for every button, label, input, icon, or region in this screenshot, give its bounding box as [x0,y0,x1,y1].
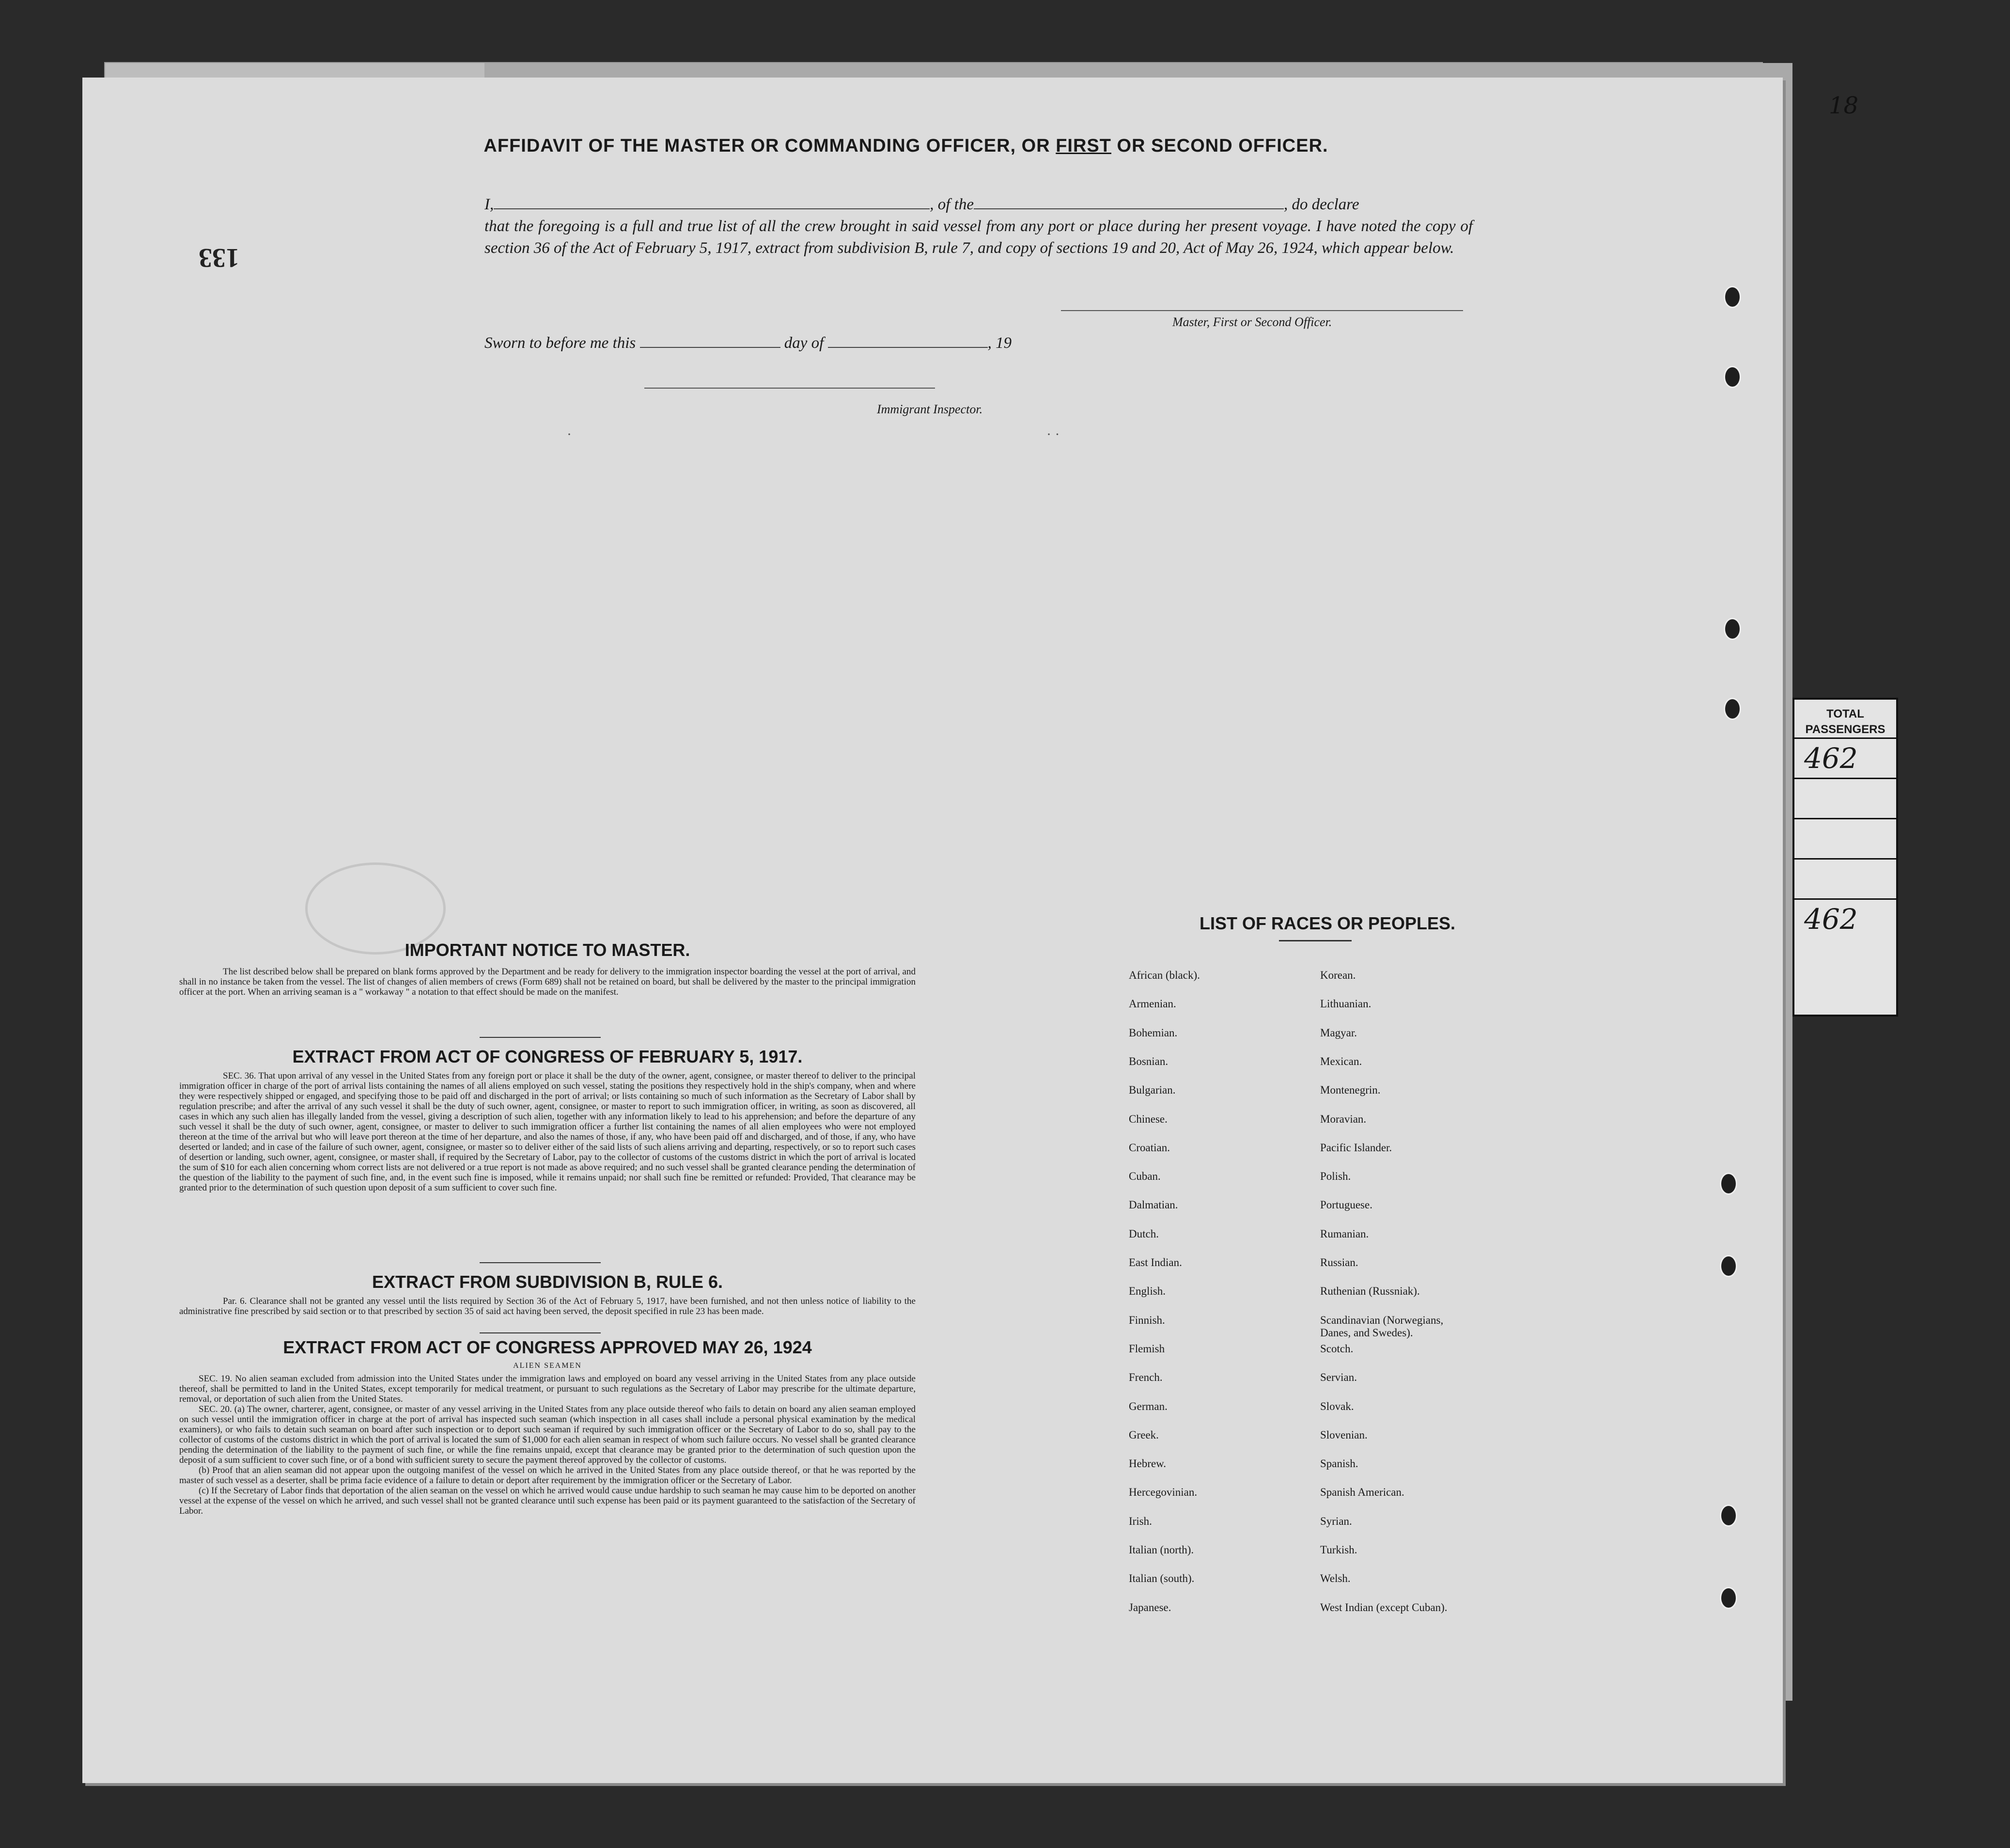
box-cell [1794,818,1896,858]
race-item: Scandinavian (Norwegians, Danes, and Swedes). [1320,1314,1444,1339]
race-item: African (black). [1129,969,1200,981]
race-item: East Indian. [1129,1256,1182,1269]
race-item: Italian (north). [1129,1544,1194,1556]
race-item: Syrian. [1320,1515,1352,1527]
affidavit-title: AFFIDAVIT OF THE MASTER OR COMMANDING OFFICER, OR FIRST OR SECOND OFFICER. [483,136,1328,156]
total-passengers-value: 462 [1794,737,1896,778]
race-item: Slovenian. [1320,1428,1368,1441]
binder-hole [1724,618,1741,640]
race-item: German. [1129,1400,1168,1412]
notice-body: The list described below shall be prepared on blank forms approved by the Department and be ready for delivery to the immigration inspector boarding the vessel at the port of arrival, and shall in no instance be taken from the vessel. The list of changes of alien members of crews (Form 689) shall not be retained on board, but shall be delivered by the master to the principal immigration officer at the port. When an arriving seaman is a " workaway " a notation to that effect should be made on the manifest. [179,967,916,997]
divider [480,1262,601,1263]
ghost-mark: · [567,426,572,442]
race-item: Spanish American. [1320,1486,1404,1499]
total-passengers-header: TOTAL PASSENGERS [1805,707,1885,736]
race-item: Dalmatian. [1129,1199,1178,1211]
box-cell [1794,778,1896,818]
race-item: Polish. [1320,1170,1351,1183]
race-item: Hercegovinian. [1129,1486,1198,1499]
race-item: Welsh. [1320,1572,1351,1585]
races-divider [1279,940,1352,941]
race-item: Spanish. [1320,1457,1358,1470]
race-item: Finnish. [1129,1314,1165,1326]
total-passengers-value-2: 462 [1804,903,1858,936]
extract-rule6-title: EXTRACT FROM SUBDIVISION B, RULE 6. [372,1272,723,1292]
divider [480,1332,601,1333]
race-item: Bosnian. [1129,1055,1169,1067]
race-item: English. [1129,1285,1166,1298]
race-item: Slovak. [1320,1400,1354,1412]
race-item: Portuguese. [1320,1199,1372,1211]
race-item: Lithuanian. [1320,998,1371,1010]
ghost-mark: · · [1046,426,1060,442]
binder-hole [1720,1255,1737,1277]
race-item: Rumanian. [1320,1227,1369,1240]
race-item: Korean. [1320,969,1356,981]
extract-rule6-body: Par. 6. Clearance shall not be granted any vessel until the lists required by Section 36 of the Act of February 5, 1917, have been furnished, and not then unless notice of liability to the administrative fine prescribed by said section or to that prescribed by section 35 of said act having been served, the deposit specified in rule 23 has been made. [179,1296,916,1316]
race-item: Japanese. [1129,1601,1171,1613]
race-item: Ruthenian (Russniak). [1320,1285,1420,1298]
extract-1924-title: EXTRACT FROM ACT OF CONGRESS APPROVED MAY 26, 1924 [283,1337,812,1357]
race-item: Montenegrin. [1320,1084,1381,1096]
extract-1924-subtitle: ALIEN SEAMEN [513,1362,582,1370]
name-blank [494,208,930,209]
month-blank [828,347,988,348]
race-item: Irish. [1129,1515,1152,1527]
vessel-blank [974,208,1284,209]
race-item: French. [1129,1371,1163,1384]
race-item: Hebrew. [1129,1457,1167,1470]
inspector-signature-line [644,388,935,389]
extract-1917-body: SEC. 36. That upon arrival of any vessel in the United States from any foreign port or place it shall be the duty of the owner, agent, consignee, or master thereof to deliver to the principal immigration officer in charge of the port of arrival lists containing the names of all aliens employed on such vessel, stating the positions they respectively hold in the ship's company, when and where they were respectively shipped or engaged, and specifying those to be paid off and discharged in the port of arrival; or lists containing so much of such information as the Secretary of Labor shall by regulation prescribe; and after the arrival of any such vessel it shall be the duty of such owner, agent, consignee, or master to report to such immigration officer, in writing, as soon as discovered, all cases in which any such alien has illegally landed from the vessel, giving a description of such alien, together with any information likely to lead to his apprehension; and before the departure of any such vessel it shall be the duty of such owner, agent, consignee, or master to deliver to such immigration officer a further list containing the names of all alien employees who were not employed thereon at the time of the arrival but who will leave port thereon at the time of her departure, and also the names of those, if any, who have been paid off and discharged, and of those, if any, who have deserted or landed; and in case of the failure of such owner, agent, consignee, or master so to deliver either of the said lists of such aliens arriving and departing, respectively, or so to report such cases of desertion or landing, such owner, agent, consignee, or master shall, if required by the Secretary of Labor, pay to the collector of customs of the customs district in which the port of arrival is located the sum of $10 for each alien concerning whom correct lists are not delivered or a true report is not made as above required; and no such vessel shall be granted clearance pending the determination of the question of the liability to the payment of such fine, and, in the event such fine is imposed, while it remains unpaid; nor shall such fine be remitted or refunded: Provided, That clearance may be granted prior to the determination of such question upon deposit of a sum sufficient to cover such fine. [179,1071,916,1193]
affidavit-text: I, , of the , do declare that the foregoing is a full and true list of all the crew brought in said vessel from any port or place during her present voyage. I have noted the copy of section 36 of the Act of February 5, 1917, extract from subdivision B, rule 7, and copy of sections 19 and 20, Act of May 26, 1924, which appear below. [484,196,1473,257]
master-label: Master, First or Second Officer. [1172,315,1332,329]
race-item: Bulgarian. [1129,1084,1176,1096]
race-item: Pacific Islander. [1320,1141,1392,1154]
race-item: Mexican. [1320,1055,1362,1067]
race-item: West Indian (except Cuban). [1320,1601,1448,1613]
total-passengers-box [1792,698,1898,1017]
manifest-page [82,78,1783,1783]
races-title: LIST OF RACES OR PEOPLES. [1199,913,1456,933]
race-item: Dutch. [1129,1227,1159,1240]
box-cell [1794,858,1896,898]
race-item: Chinese. [1129,1112,1168,1125]
sworn-line: Sworn to before me this day of , 19 [484,334,1012,352]
day-blank [640,347,780,348]
race-item: Scotch. [1320,1342,1354,1355]
race-item: Flemish [1129,1342,1165,1355]
binder-hole [1724,698,1741,720]
inspector-label: Immigrant Inspector. [877,402,983,416]
notice-title: IMPORTANT NOTICE TO MASTER. [405,940,690,960]
race-item: Moravian. [1320,1112,1367,1125]
stamp-number: 133 [199,243,239,273]
binder-hole [1720,1587,1737,1609]
extract-1924-body: SEC. 19. No alien seaman excluded from admission into the United States under the immigration laws and employed on board any vessel arriving in the United States from any place outside thereof, shall be permitted to land in the United States, except temporarily for medical treatment, or pursuant to such regulations as the Secretary of Labor may prescribe for the ultimate departure, removal, or deportation of such alien from the United States. SEC. 20. (a) The owner, charterer, agent, consignee, or master of any vessel arriving in the United States from any place outside thereof who fails to detain on board any alien seaman employed on such vessel until the immigration officer in charge at the port of arrival has inspected such seaman (which inspection in all cases shall include a personal physical examination by the medical examiners), or who fails to detain such seaman on board after such inspection or to deport such seaman if required by such immigration officer or the Secretary of Labor to do so, shall pay to the collector of customs of the customs district in which the port of arrival is located the sum of $1,000 for each alien seaman in respect of whom such failure occurs. No vessel shall be granted clearance pending the determination of the liability to the payment of such fine, or while the fine remains unpaid, except that clearance may be granted prior to the determination of such question upon the deposit of a sum sufficient to cover such fine, or of a bond with sufficient surety to secure the payment thereof approved by the collector of customs. (b) Proof that an alien seaman did not appear upon the outgoing manifest of the vessel on which he arrived in the United States from any place outside thereof, or that he was reported by the master of such vessel as a deserter, shall be prima facie evidence of a failure to detain or deport after requirement by the immigration officer or the Secretary of Labor. (c) If the Secretary of Labor finds that deportation of the alien seaman on the vessel on which he arrived would cause undue hardship to such seaman he may cause him to be deported on another vessel at the expense of the vessel on which he arrived, and such vessel shall not be granted clearance until such expense has been paid or its payment guaranteed to the satisfaction of the Secretary of Labor. [179,1374,916,1516]
race-item: Cuban. [1129,1170,1161,1183]
binder-hole [1720,1504,1737,1527]
race-item: Armenian. [1129,998,1176,1010]
race-item: Servian. [1320,1371,1357,1384]
race-item: Croatian. [1129,1141,1170,1154]
race-item: Bohemian. [1129,1026,1178,1039]
race-item: Russian. [1320,1256,1358,1269]
corner-page-number: 18 [1829,92,1859,119]
binder-hole [1724,286,1741,308]
race-item: Italian (south). [1129,1572,1195,1585]
divider [480,1037,601,1038]
race-item: Greek. [1129,1428,1159,1441]
binder-hole [1724,366,1741,388]
binder-hole [1720,1173,1737,1195]
race-item: Magyar. [1320,1026,1357,1039]
extract-1917-title: EXTRACT FROM ACT OF CONGRESS OF FEBRUARY 5, 1917. [292,1047,803,1066]
master-signature-line [1061,310,1463,311]
race-item: Turkish. [1320,1544,1357,1556]
